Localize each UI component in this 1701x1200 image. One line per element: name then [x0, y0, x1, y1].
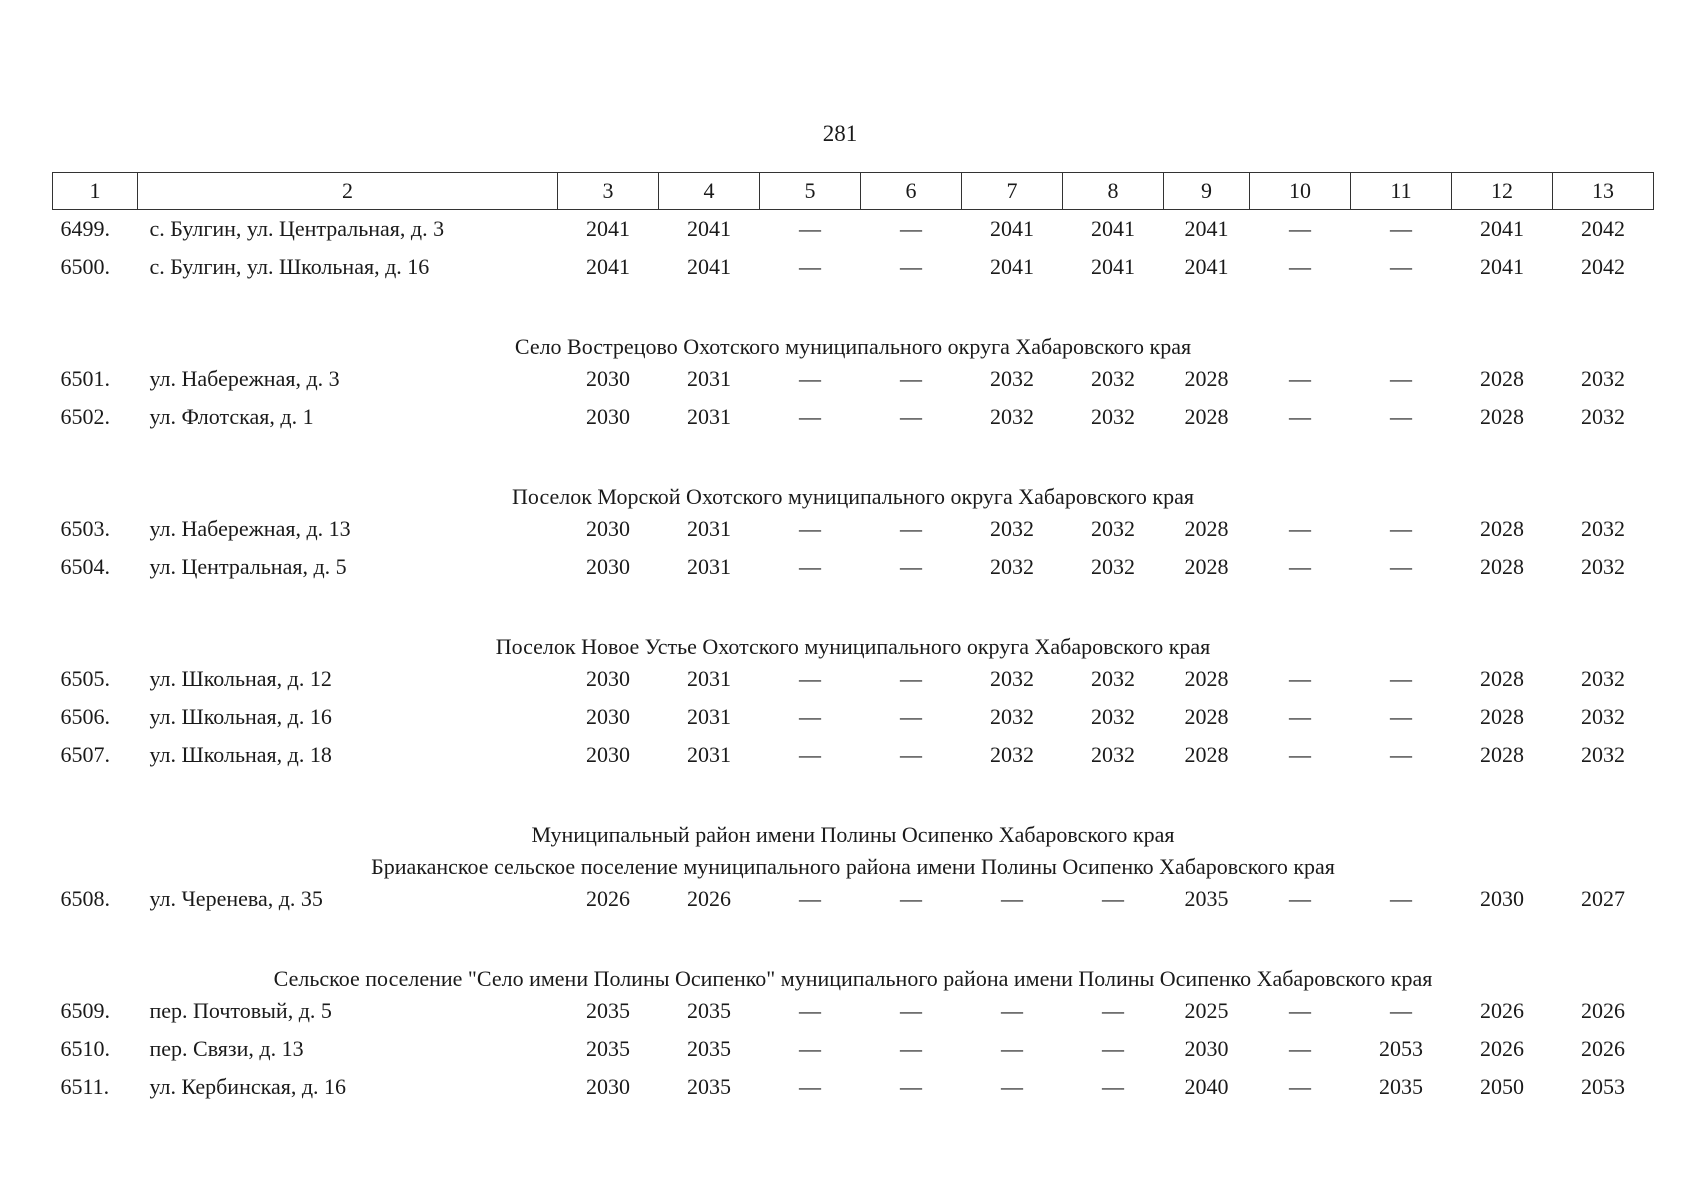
row-value-col-12: 2028	[1480, 742, 1524, 767]
row-value-col-10: —	[1289, 1074, 1311, 1099]
row-number: 6500.	[60, 254, 110, 279]
row-value-col-5: —	[799, 1074, 821, 1099]
row-value-col-10: —	[1289, 404, 1311, 429]
column-header: 7	[962, 173, 1063, 210]
column-header: 4	[659, 173, 760, 210]
section-row	[53, 436, 1654, 510]
row-value-col-13: 2026	[1581, 998, 1625, 1023]
row-value-col-12: 2028	[1480, 404, 1524, 429]
row-address: ул. Флотская, д. 1	[149, 404, 314, 429]
table-row	[53, 1030, 1654, 1068]
row-value-col-3: 2030	[586, 516, 630, 541]
row-value-col-11: 2053	[1379, 1036, 1423, 1061]
table-header-row	[53, 173, 1654, 210]
data-table	[52, 172, 1654, 1106]
row-value-col-5: —	[799, 216, 821, 241]
row-address: ул. Школьная, д. 16	[149, 704, 332, 729]
row-value-col-11: 2035	[1379, 1074, 1423, 1099]
row-value-col-11: —	[1390, 886, 1412, 911]
table-row	[53, 1068, 1654, 1106]
row-value-col-4: 2031	[687, 516, 731, 541]
row-value-col-12: 2028	[1480, 704, 1524, 729]
table-row	[53, 248, 1654, 286]
column-header: 12	[1452, 173, 1553, 210]
section-row	[53, 774, 1654, 848]
row-value-col-11: —	[1390, 366, 1412, 391]
row-value-col-8: 2041	[1091, 216, 1135, 241]
section-title: Сельское поселение "Село имени Полины Осипенко" муниципального района имени Полины Осипенко Хабаровского края	[273, 966, 1433, 991]
table-body	[53, 173, 1654, 1107]
row-value-col-7: 2032	[990, 516, 1034, 541]
column-header: 2	[138, 173, 558, 210]
row-value-col-3: 2030	[586, 742, 630, 767]
row-address: ул. Набережная, д. 3	[149, 366, 340, 391]
row-value-col-6: —	[900, 1074, 922, 1099]
row-value-col-13: 2027	[1581, 886, 1625, 911]
row-value-col-4: 2031	[687, 742, 731, 767]
row-value-col-8: 2032	[1091, 366, 1135, 391]
row-value-col-8: 2032	[1091, 554, 1135, 579]
row-value-col-12: 2026	[1480, 1036, 1524, 1061]
row-value-col-11: —	[1390, 516, 1412, 541]
table-row	[53, 660, 1654, 698]
row-value-col-3: 2030	[586, 366, 630, 391]
row-value-col-3: 2030	[586, 404, 630, 429]
row-value-col-11: —	[1390, 998, 1412, 1023]
row-value-col-6: —	[900, 366, 922, 391]
row-value-col-13: 2053	[1581, 1074, 1625, 1099]
table-row	[53, 398, 1654, 436]
row-value-col-4: 2035	[687, 1036, 731, 1061]
row-value-col-8: 2041	[1091, 254, 1135, 279]
row-value-col-10: —	[1289, 254, 1311, 279]
row-value-col-13: 2032	[1581, 516, 1625, 541]
row-value-col-5: —	[799, 742, 821, 767]
row-value-col-6: —	[900, 998, 922, 1023]
row-value-col-5: —	[799, 516, 821, 541]
row-value-col-9: 2040	[1184, 1074, 1229, 1099]
row-value-col-3: 2030	[586, 704, 630, 729]
row-value-col-9: 2041	[1184, 254, 1229, 279]
row-value-col-13: 2032	[1581, 742, 1625, 767]
row-value-col-3: 2030	[586, 554, 630, 579]
column-header: 10	[1250, 173, 1351, 210]
row-value-col-7: 2032	[990, 554, 1034, 579]
row-value-col-9: 2028	[1184, 554, 1229, 579]
row-value-col-4: 2031	[687, 554, 731, 579]
row-value-col-13: 2032	[1581, 404, 1625, 429]
row-value-col-7: 2041	[990, 216, 1034, 241]
row-value-col-7: 2032	[990, 366, 1034, 391]
row-value-col-5: —	[799, 366, 821, 391]
row-address: ул. Набережная, д. 13	[149, 516, 351, 541]
row-value-col-6: —	[900, 704, 922, 729]
column-header: 5	[760, 173, 861, 210]
column-header: 1	[53, 173, 138, 210]
row-value-col-5: —	[799, 1036, 821, 1061]
data-table-container	[52, 172, 1654, 1106]
row-value-col-6: —	[900, 404, 922, 429]
row-number: 6504.	[60, 554, 110, 579]
row-value-col-8: —	[1102, 1074, 1124, 1099]
row-value-col-8: —	[1102, 886, 1124, 911]
row-value-col-3: 2035	[586, 1036, 630, 1061]
section-row	[53, 286, 1654, 360]
row-value-col-11: —	[1390, 404, 1412, 429]
row-number: 6505.	[60, 666, 110, 691]
row-value-col-4: 2031	[687, 366, 731, 391]
row-value-col-13: 2032	[1581, 666, 1625, 691]
row-value-col-3: 2030	[586, 666, 630, 691]
section-row	[53, 848, 1654, 880]
row-address: ул. Черенева, д. 35	[149, 886, 323, 911]
row-value-col-12: 2028	[1480, 366, 1524, 391]
row-number: 6499.	[60, 216, 110, 241]
row-value-col-12: 2050	[1480, 1074, 1524, 1099]
row-value-col-11: —	[1390, 554, 1412, 579]
row-value-col-9: 2028	[1184, 366, 1229, 391]
row-value-col-8: —	[1102, 998, 1124, 1023]
column-header: 13	[1553, 173, 1654, 210]
row-address: пер. Связи, д. 13	[149, 1036, 304, 1061]
row-number: 6510.	[60, 1036, 110, 1061]
row-value-col-11: —	[1390, 254, 1412, 279]
row-value-col-3: 2041	[586, 254, 630, 279]
row-value-col-13: 2042	[1581, 216, 1625, 241]
row-value-col-3: 2026	[586, 886, 630, 911]
table-row	[53, 992, 1654, 1030]
row-value-col-12: 2028	[1480, 516, 1524, 541]
column-header: 11	[1351, 173, 1452, 210]
row-number: 6506.	[60, 704, 110, 729]
row-value-col-4: 2031	[687, 404, 731, 429]
row-value-col-9: 2028	[1184, 404, 1229, 429]
row-value-col-9: 2028	[1184, 742, 1229, 767]
row-value-col-9: 2030	[1184, 1036, 1229, 1061]
row-value-col-9: 2028	[1184, 704, 1229, 729]
row-value-col-12: 2026	[1480, 998, 1524, 1023]
table-row	[53, 736, 1654, 774]
row-address: ул. Центральная, д. 5	[149, 554, 347, 579]
section-title: Село Вострецово Охотского муниципального округа Хабаровского края	[514, 334, 1192, 359]
row-value-col-4: 2026	[687, 886, 731, 911]
row-value-col-12: 2030	[1480, 886, 1524, 911]
row-value-col-5: —	[799, 886, 821, 911]
row-value-col-6: —	[900, 216, 922, 241]
row-value-col-10: —	[1289, 742, 1311, 767]
row-value-col-9: 2041	[1184, 216, 1229, 241]
row-value-col-13: 2032	[1581, 366, 1625, 391]
row-value-col-9: 2028	[1184, 666, 1229, 691]
row-value-col-5: —	[799, 998, 821, 1023]
row-number: 6511.	[60, 1074, 110, 1099]
row-value-col-10: —	[1289, 666, 1311, 691]
row-value-col-10: —	[1289, 366, 1311, 391]
row-value-col-7: —	[1001, 1036, 1023, 1061]
row-value-col-10: —	[1289, 516, 1311, 541]
row-value-col-11: —	[1390, 704, 1412, 729]
column-header: 9	[1164, 173, 1250, 210]
table-row	[53, 360, 1654, 398]
table-row	[53, 880, 1654, 918]
row-value-col-3: 2035	[586, 998, 630, 1023]
row-address: ул. Школьная, д. 12	[149, 666, 332, 691]
row-number: 6507.	[60, 742, 110, 767]
row-value-col-12: 2028	[1480, 666, 1524, 691]
row-address: ул. Школьная, д. 18	[149, 742, 332, 767]
row-value-col-10: —	[1289, 704, 1311, 729]
row-value-col-6: —	[900, 516, 922, 541]
row-value-col-11: —	[1390, 742, 1412, 767]
row-value-col-10: —	[1289, 998, 1311, 1023]
section-title: Поселок Новое Устье Охотского муниципального округа Хабаровского края	[495, 634, 1211, 659]
row-address: с. Булгин, ул. Центральная, д. 3	[149, 216, 445, 241]
row-value-col-4: 2031	[687, 666, 731, 691]
row-value-col-12: 2041	[1480, 216, 1524, 241]
table-row	[53, 548, 1654, 586]
row-value-col-4: 2035	[687, 998, 731, 1023]
row-value-col-7: —	[1001, 1074, 1023, 1099]
row-value-col-6: —	[900, 554, 922, 579]
row-value-col-7: 2032	[990, 666, 1034, 691]
page-number: 281	[822, 121, 858, 146]
row-value-col-13: 2032	[1581, 704, 1625, 729]
row-value-col-10: —	[1289, 554, 1311, 579]
row-value-col-7: 2032	[990, 704, 1034, 729]
section-title: Бриаканское сельское поселение муниципального района имени Полины Осипенко Хабаровского края	[371, 854, 1335, 879]
row-value-col-7: 2041	[990, 254, 1034, 279]
row-value-col-6: —	[900, 886, 922, 911]
row-number: 6508.	[60, 886, 110, 911]
row-value-col-12: 2041	[1480, 254, 1524, 279]
table-row	[53, 698, 1654, 736]
row-value-col-5: —	[799, 254, 821, 279]
section-title: Муниципальный район имени Полины Осипенко Хабаровского края	[531, 822, 1175, 847]
row-value-col-5: —	[799, 666, 821, 691]
row-value-col-8: 2032	[1091, 666, 1135, 691]
row-address: ул. Кербинская, д. 16	[149, 1074, 347, 1099]
row-value-col-10: —	[1289, 216, 1311, 241]
row-value-col-7: 2032	[990, 742, 1034, 767]
row-value-col-9: 2028	[1184, 516, 1229, 541]
row-value-col-10: —	[1289, 1036, 1311, 1061]
row-value-col-9: 2035	[1184, 886, 1229, 911]
table-row	[53, 510, 1654, 548]
column-header: 6	[861, 173, 962, 210]
row-address: с. Булгин, ул. Школьная, д. 16	[149, 254, 430, 279]
row-value-col-4: 2041	[687, 216, 731, 241]
row-value-col-13: 2026	[1581, 1036, 1625, 1061]
row-value-col-10: —	[1289, 886, 1311, 911]
row-value-col-5: —	[799, 554, 821, 579]
row-value-col-9: 2025	[1184, 998, 1229, 1023]
row-value-col-11: —	[1390, 216, 1412, 241]
row-number: 6503.	[60, 516, 110, 541]
row-value-col-12: 2028	[1480, 554, 1524, 579]
row-number: 6501.	[60, 366, 110, 391]
row-value-col-13: 2032	[1581, 554, 1625, 579]
section-row	[53, 918, 1654, 992]
row-value-col-6: —	[900, 742, 922, 767]
row-value-col-6: —	[900, 666, 922, 691]
row-value-col-5: —	[799, 404, 821, 429]
row-value-col-7: —	[1001, 886, 1023, 911]
section-title: Поселок Морской Охотского муниципального округа Хабаровского края	[512, 484, 1194, 509]
row-value-col-8: 2032	[1091, 742, 1135, 767]
row-value-col-8: 2032	[1091, 704, 1135, 729]
row-value-col-8: 2032	[1091, 516, 1135, 541]
row-value-col-3: 2030	[586, 1074, 630, 1099]
row-address: пер. Почтовый, д. 5	[149, 998, 332, 1023]
row-value-col-8: 2032	[1091, 404, 1135, 429]
row-value-col-6: —	[900, 1036, 922, 1061]
row-value-col-6: —	[900, 254, 922, 279]
table-row	[53, 210, 1654, 249]
row-value-col-7: 2032	[990, 404, 1034, 429]
row-number: 6509.	[60, 998, 110, 1023]
row-value-col-4: 2035	[687, 1074, 731, 1099]
section-row	[53, 586, 1654, 660]
row-value-col-7: —	[1001, 998, 1023, 1023]
row-number: 6502.	[60, 404, 110, 429]
row-value-col-11: —	[1390, 666, 1412, 691]
row-value-col-8: —	[1102, 1036, 1124, 1061]
row-value-col-4: 2031	[687, 704, 731, 729]
column-header: 3	[558, 173, 659, 210]
row-value-col-4: 2041	[687, 254, 731, 279]
row-value-col-5: —	[799, 704, 821, 729]
column-header: 8	[1063, 173, 1164, 210]
row-value-col-3: 2041	[586, 216, 630, 241]
row-value-col-13: 2042	[1581, 254, 1625, 279]
